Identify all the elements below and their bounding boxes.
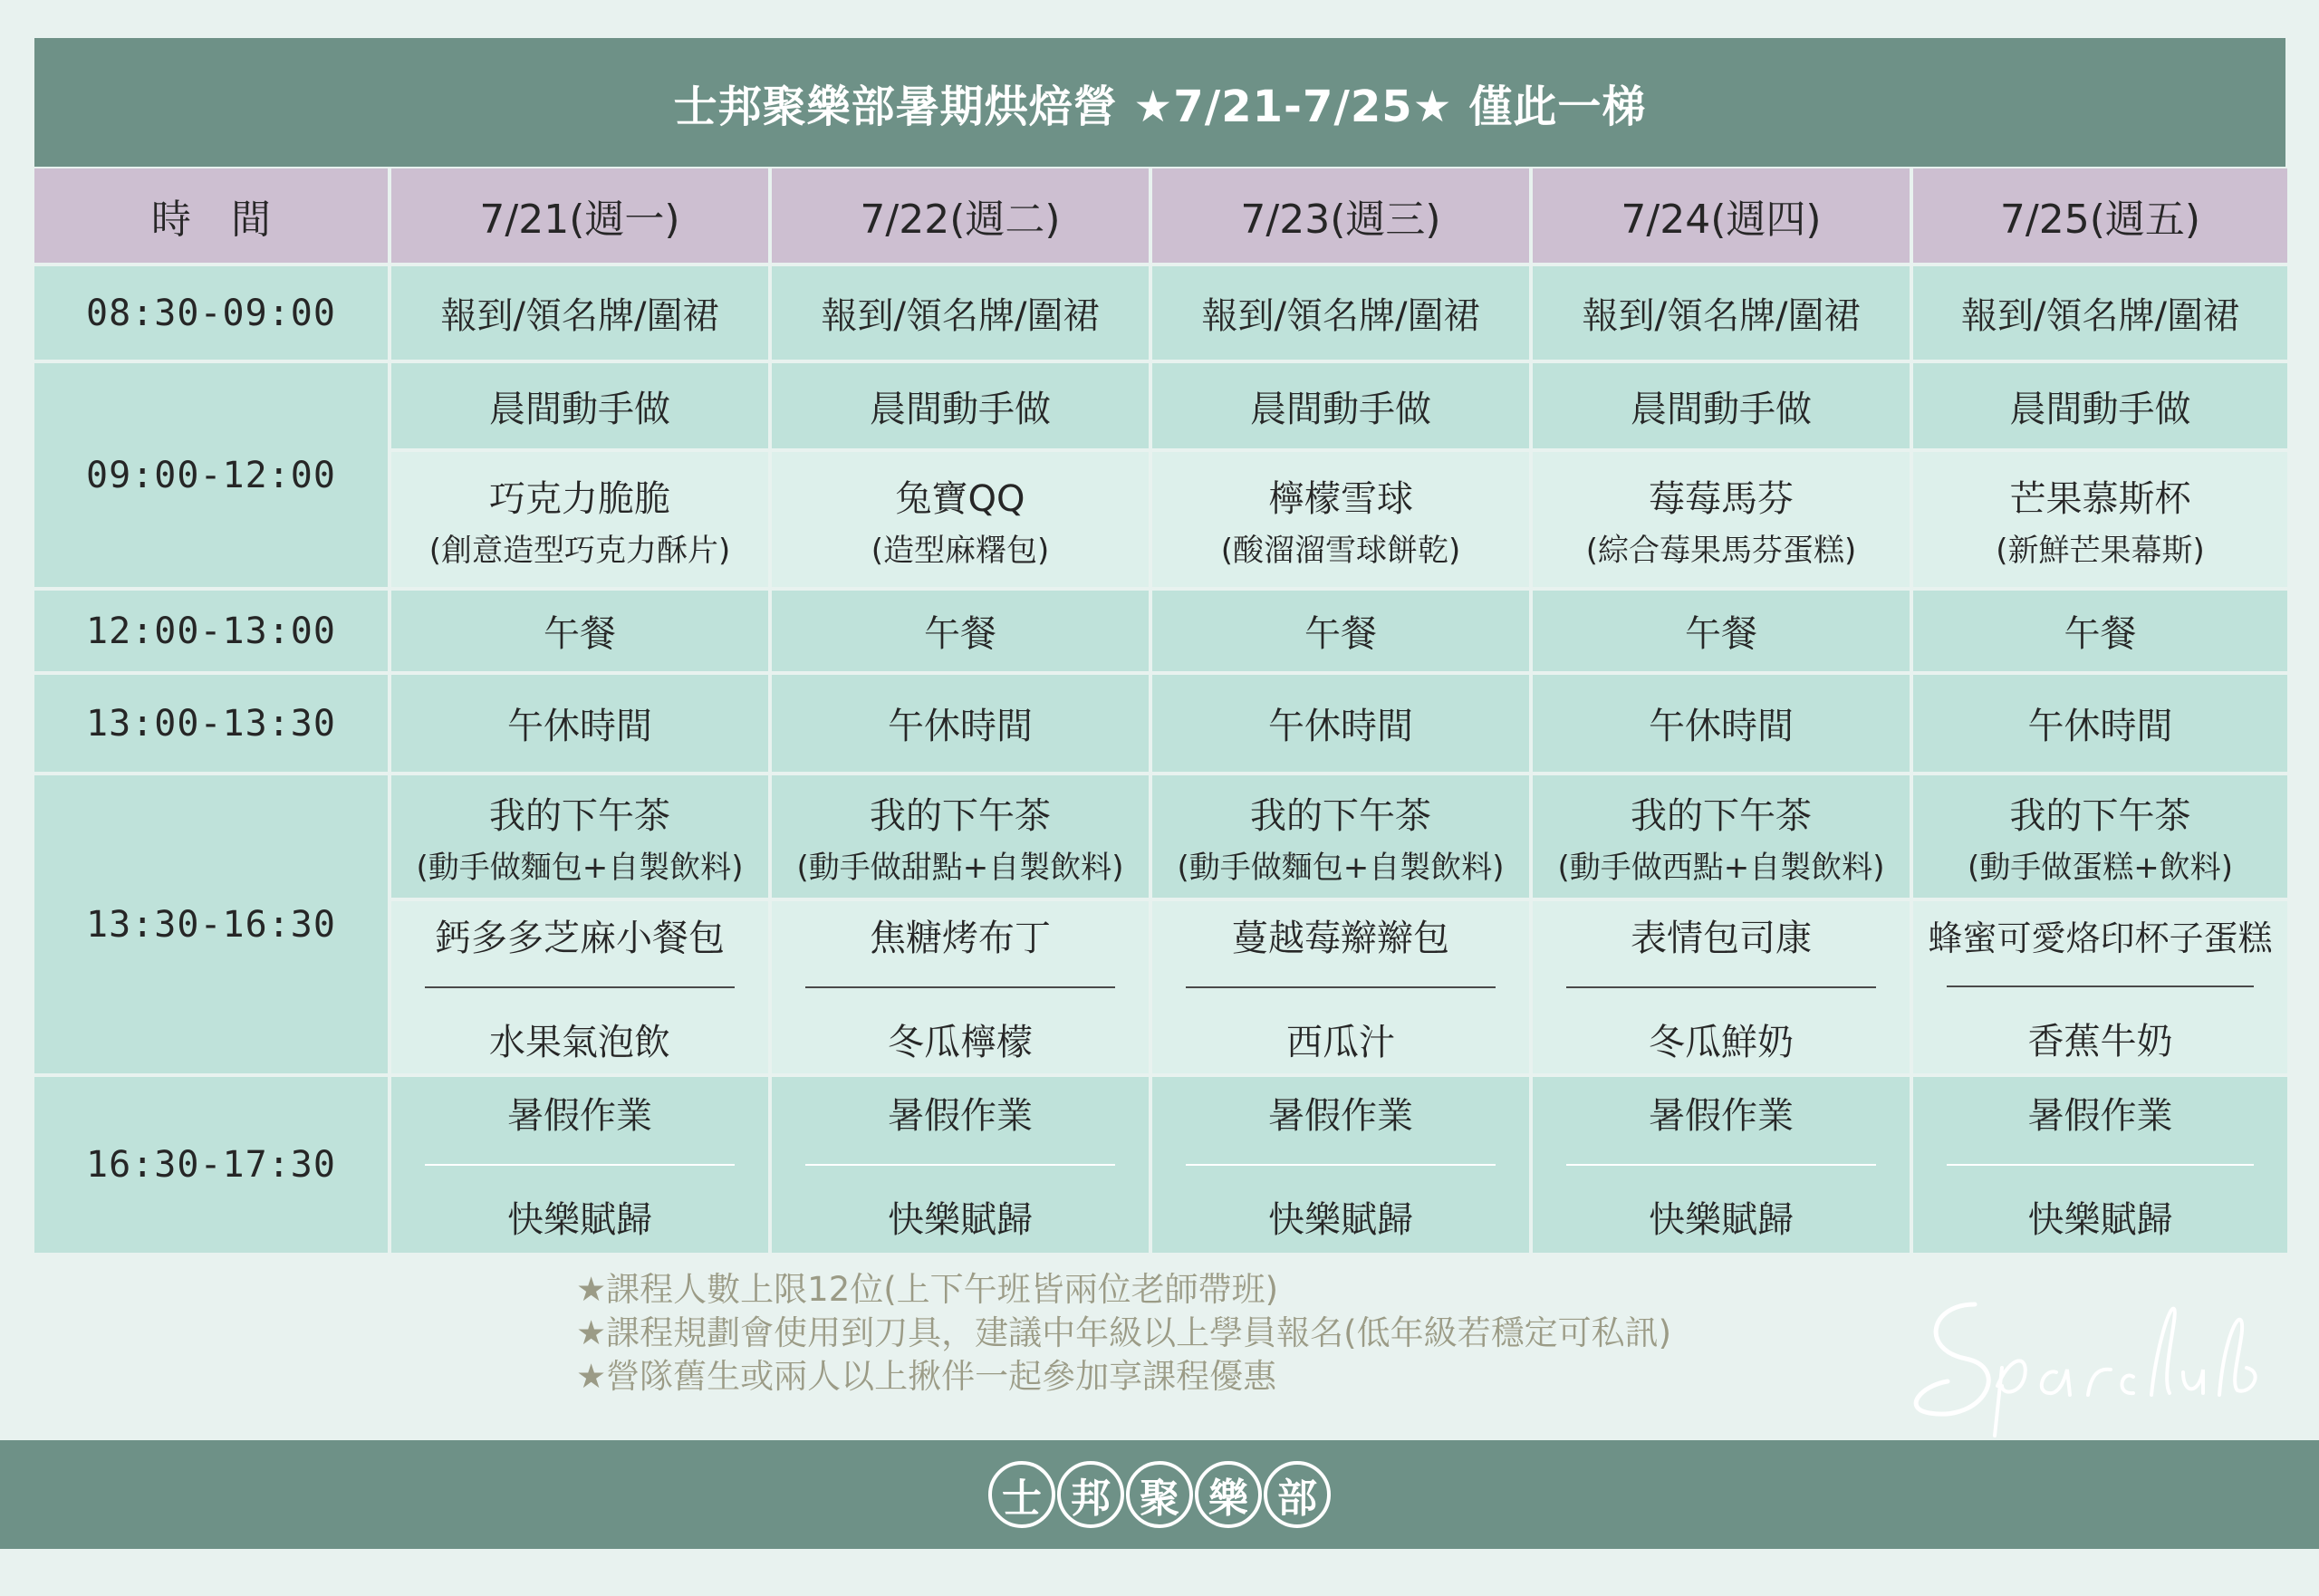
morning-label-cell: 晨間動手做 <box>1913 363 2287 448</box>
activity-desc: (酸溜溜雪球餅乾) <box>1220 532 1461 569</box>
footer-logo <box>988 1461 1331 1528</box>
note-line: ★課程人數上限12位(上下午班皆兩位老師帶班) <box>576 1270 1279 1309</box>
header-day: 7/22(週二) <box>772 168 1149 263</box>
divider <box>1947 985 2254 987</box>
header-day: 7/24(週四) <box>1533 168 1910 263</box>
evening-activity: 暑假作業 <box>507 1095 652 1137</box>
morning-activity-cell <box>772 452 1149 587</box>
divider <box>425 1164 734 1166</box>
activity-desc: (新鮮芒果幕斯) <box>1996 532 2205 569</box>
afternoon-cell <box>391 901 768 1073</box>
time-slot: 13:00-13:30 <box>34 675 388 772</box>
tea-name: 我的下午茶 <box>1250 794 1431 837</box>
morning-activity-cell <box>1533 452 1910 587</box>
note-line: ★課程規劃會使用到刀具，建議中年級以上學員報名(低年級若穩定可私訊) <box>576 1313 1672 1352</box>
afternoon-drink: 西瓜汁 <box>1286 1022 1395 1063</box>
rest-cell: 午休時間 <box>1152 675 1529 772</box>
rest-cell: 午休時間 <box>391 675 768 772</box>
activity-name: 檸檬雪球 <box>1268 477 1413 520</box>
evening-activity: 暑假作業 <box>1268 1095 1413 1137</box>
time-slot: 12:00-13:00 <box>34 591 388 671</box>
evening-cell <box>391 1077 768 1253</box>
evening-dismissal: 快樂賦歸 <box>1649 1199 1794 1241</box>
header-day: 7/21(週一) <box>391 168 768 263</box>
time-slot: 08:30-09:00 <box>34 266 388 360</box>
divider <box>805 1164 1114 1166</box>
afternoon-cell <box>772 901 1149 1073</box>
rest-cell: 午休時間 <box>772 675 1149 772</box>
lunch-cell: 午餐 <box>1533 591 1910 671</box>
lunch-cell: 午餐 <box>1913 591 2287 671</box>
tea-cell <box>1533 775 1910 898</box>
activity-desc: (綜合莓果馬芬蛋糕) <box>1585 532 1857 569</box>
afternoon-item: 鈣多多芝麻小餐包 <box>435 918 725 959</box>
tea-cell <box>391 775 768 898</box>
morning-activity-cell <box>1913 452 2287 587</box>
afternoon-cell <box>1152 901 1529 1073</box>
afternoon-item: 表情包司康 <box>1631 918 1812 959</box>
divider <box>425 986 734 988</box>
header-time: 時 間 <box>34 168 388 263</box>
tea-desc: (動手做麵包+自製飲料) <box>1177 849 1505 886</box>
tea-name: 我的下午茶 <box>1631 794 1812 837</box>
checkin-cell: 報到/領名牌/圍裙 <box>1152 266 1529 360</box>
logo-char: 樂 <box>1195 1461 1262 1528</box>
tea-name: 我的下午茶 <box>870 794 1051 837</box>
checkin-cell: 報到/領名牌/圍裙 <box>1913 266 2287 360</box>
evening-dismissal: 快樂賦歸 <box>1268 1199 1413 1241</box>
afternoon-cell <box>1533 901 1910 1073</box>
activity-name: 巧克力脆脆 <box>489 477 670 520</box>
morning-label-cell: 晨間動手做 <box>772 363 1149 448</box>
evening-activity: 暑假作業 <box>1649 1095 1794 1137</box>
schedule-table <box>34 168 2285 1241</box>
checkin-cell: 報到/領名牌/圍裙 <box>391 266 768 360</box>
afternoon-item: 蜂蜜可愛烙印杯子蛋糕 <box>1928 918 2273 958</box>
logo-char: 聚 <box>1126 1461 1193 1528</box>
afternoon-drink: 香蕉牛奶 <box>2027 1021 2173 1062</box>
divider <box>1947 1164 2254 1166</box>
divider <box>1566 1164 1875 1166</box>
evening-activity: 暑假作業 <box>888 1095 1033 1137</box>
logo-char: 邦 <box>1057 1461 1124 1528</box>
evening-cell <box>1533 1077 1910 1253</box>
divider <box>805 986 1114 988</box>
signature-logo <box>1911 1268 2310 1449</box>
time-slot: 09:00-12:00 <box>34 363 388 587</box>
tea-desc: (動手做西點+自製飲料) <box>1557 849 1885 886</box>
activity-name: 莓莓馬芬 <box>1649 477 1794 520</box>
morning-activity-cell <box>1152 452 1529 587</box>
evening-cell <box>772 1077 1149 1253</box>
activity-desc: (創意造型巧克力酥片) <box>428 532 731 569</box>
divider <box>1186 986 1495 988</box>
afternoon-cell <box>1913 901 2287 1073</box>
activity-desc: (造型麻糬包) <box>871 532 1050 569</box>
afternoon-item: 蔓越莓辮辮包 <box>1232 918 1449 959</box>
tea-desc: (動手做麵包+自製飲料) <box>416 849 744 886</box>
time-slot: 16:30-17:30 <box>34 1077 388 1253</box>
afternoon-item: 焦糖烤布丁 <box>870 918 1051 959</box>
tea-name: 我的下午茶 <box>489 794 670 837</box>
header-day: 7/23(週三) <box>1152 168 1529 263</box>
note-line: ★營隊舊生或兩人以上揪伴一起參加享課程優惠 <box>576 1357 1277 1396</box>
morning-label-cell: 晨間動手做 <box>391 363 768 448</box>
tea-name: 我的下午茶 <box>2009 794 2191 837</box>
footer-bar <box>0 1440 2319 1549</box>
time-slot: 13:30-16:30 <box>34 775 388 1073</box>
rest-cell: 午休時間 <box>1533 675 1910 772</box>
tea-cell <box>772 775 1149 898</box>
checkin-cell: 報到/領名牌/圍裙 <box>772 266 1149 360</box>
morning-label-cell: 晨間動手做 <box>1533 363 1910 448</box>
tea-desc: (動手做蛋糕+飲料) <box>1967 849 2234 886</box>
lunch-cell: 午餐 <box>1152 591 1529 671</box>
logo-char: 部 <box>1264 1461 1331 1528</box>
afternoon-drink: 冬瓜檸檬 <box>888 1022 1033 1063</box>
lunch-cell: 午餐 <box>772 591 1149 671</box>
lunch-cell: 午餐 <box>391 591 768 671</box>
afternoon-drink: 冬瓜鮮奶 <box>1649 1022 1794 1063</box>
checkin-cell: 報到/領名牌/圍裙 <box>1533 266 1910 360</box>
morning-activity-cell <box>391 452 768 587</box>
evening-activity: 暑假作業 <box>2027 1095 2173 1137</box>
divider <box>1186 1164 1495 1166</box>
morning-label-cell: 晨間動手做 <box>1152 363 1529 448</box>
evening-dismissal: 快樂賦歸 <box>507 1199 652 1241</box>
evening-dismissal: 快樂賦歸 <box>2027 1199 2173 1241</box>
divider <box>1566 986 1875 988</box>
evening-dismissal: 快樂賦歸 <box>888 1199 1033 1241</box>
page-title: 士邦聚樂部暑期烘焙營 ★7/21-7/25★ 僅此一梯 <box>34 38 2285 167</box>
afternoon-drink: 水果氣泡飲 <box>489 1022 670 1063</box>
tea-cell <box>1152 775 1529 898</box>
header-day: 7/25(週五) <box>1913 168 2287 263</box>
evening-cell <box>1152 1077 1529 1253</box>
rest-cell: 午休時間 <box>1913 675 2287 772</box>
activity-name: 芒果慕斯杯 <box>2009 477 2191 520</box>
activity-name: 兔寶QQ <box>895 477 1025 520</box>
evening-cell <box>1913 1077 2287 1253</box>
notes <box>576 1268 1671 1399</box>
tea-desc: (動手做甜點+自製飲料) <box>796 849 1124 886</box>
tea-cell <box>1913 775 2287 898</box>
logo-char: 士 <box>988 1461 1055 1528</box>
